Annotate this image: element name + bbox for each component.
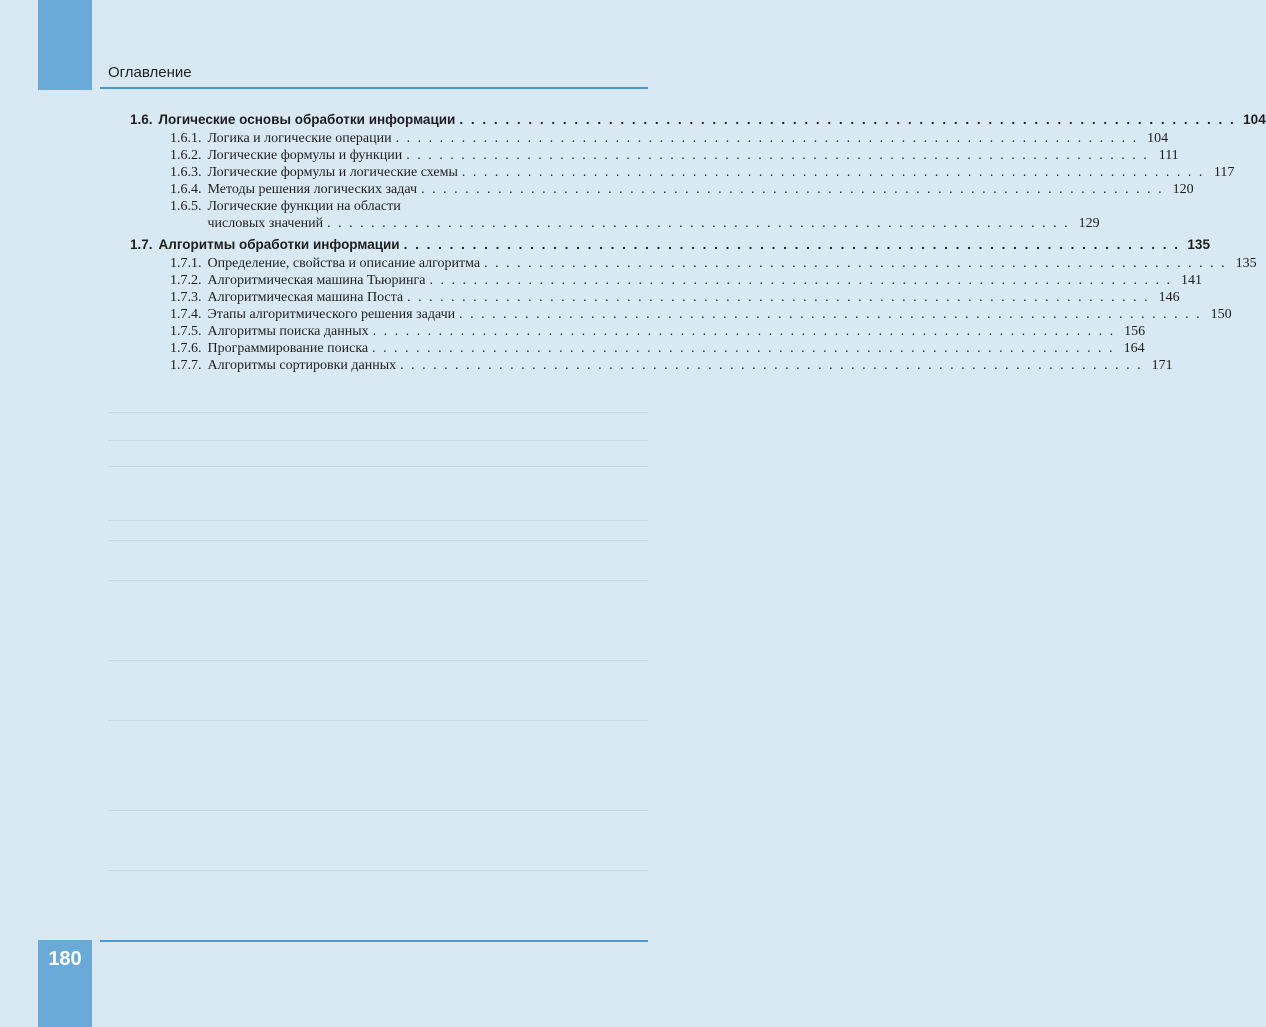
toc-number: 1.7.7. — [170, 358, 202, 373]
toc-title: Логические основы обработки информации — [158, 112, 456, 127]
header-divider — [100, 87, 648, 89]
toc-title: Логика и логические операции — [207, 131, 392, 146]
toc-number: 1.6. — [130, 112, 153, 127]
toc-page: 104 — [1243, 112, 1266, 127]
toc-title: Методы решения логических задач — [207, 182, 418, 197]
toc-title: Алгоритмическая машина Тьюринга — [207, 273, 426, 288]
toc-section-1-6[interactable] — [130, 111, 1266, 128]
dot-leader — [407, 289, 1150, 306]
toc-item-1-7-6[interactable] — [130, 340, 1145, 357]
toc-title: Определение, свойства и описание алгоритма — [207, 256, 481, 271]
bleed-through-line — [108, 580, 648, 581]
bleed-through-line — [108, 810, 648, 811]
toc-item-1-7-1[interactable] — [130, 255, 1257, 272]
toc-page: 150 — [1210, 307, 1232, 322]
bleed-through-line — [108, 466, 648, 467]
dot-leader — [372, 340, 1115, 357]
page-header-title: Оглавление — [108, 64, 192, 81]
toc-number: 1.6.2. — [170, 148, 202, 163]
bleed-through-line — [108, 720, 648, 721]
toc-number: 1.7.3. — [170, 290, 202, 305]
toc-page: 156 — [1124, 324, 1146, 339]
dot-leader — [459, 306, 1202, 323]
footer-divider — [100, 940, 648, 942]
toc-number: 1.7.5. — [170, 324, 202, 339]
bleed-through-line — [108, 660, 648, 661]
toc-item-1-7-2[interactable] — [130, 272, 1202, 289]
toc-number: 1.7.2. — [170, 273, 202, 288]
toc-title: Логические формулы и логические схемы — [207, 165, 458, 180]
toc-number: 1.7.4. — [170, 307, 202, 322]
bleed-through-line — [108, 412, 648, 413]
toc-item-1-6-1[interactable] — [130, 130, 1169, 147]
dot-leader — [400, 357, 1143, 374]
toc-page: 171 — [1151, 358, 1173, 373]
dot-leader — [373, 323, 1116, 340]
toc-item-1-6-5[interactable] — [130, 198, 1100, 232]
toc-item-1-7-5[interactable] — [130, 323, 1146, 340]
toc-title-line1: Логические функции на области — [207, 199, 401, 214]
toc-title: Этапы алгоритмического решения задачи — [207, 307, 456, 322]
toc-item-1-7-7[interactable] — [130, 357, 1173, 374]
toc-page: 104 — [1147, 131, 1169, 146]
toc-title: Алгоритмы сортировки данных — [207, 358, 397, 373]
page-number: 180 — [48, 948, 82, 970]
toc-page: 141 — [1180, 273, 1202, 288]
toc-page: 111 — [1158, 148, 1179, 163]
toc-title: Алгоритмы поиска данных — [207, 324, 369, 339]
toc-number: 1.6.4. — [170, 182, 202, 197]
toc-page: 120 — [1172, 182, 1194, 197]
toc-title: Алгоритмическая машина Поста — [207, 290, 404, 305]
toc-number: 1.6.1. — [170, 131, 202, 146]
toc-item-1-6-2[interactable] — [130, 147, 1179, 164]
toc-page: 117 — [1213, 165, 1235, 180]
toc-page: 129 — [1078, 216, 1100, 231]
toc-number: 1.7.6. — [170, 341, 202, 356]
toc-page: 135 — [1235, 256, 1257, 271]
toc-title-line2: числовых значений — [207, 216, 324, 231]
top-color-strip — [38, 0, 92, 90]
bleed-through-line — [108, 440, 648, 441]
dot-leader — [327, 215, 1070, 232]
toc-item-1-6-3[interactable] — [130, 164, 1235, 181]
toc-number: 1.7. — [130, 237, 153, 252]
dot-leader — [396, 130, 1139, 147]
toc-number: 1.7.1. — [170, 256, 202, 271]
bleed-through-line — [108, 870, 648, 871]
toc-section-1-7[interactable] — [130, 236, 1210, 253]
toc-page: 164 — [1123, 341, 1145, 356]
toc-item-1-7-4[interactable] — [130, 306, 1232, 323]
toc-number: 1.6.3. — [170, 165, 202, 180]
toc-title: Логические формулы и функции — [207, 148, 403, 163]
bleed-through-line — [108, 520, 648, 521]
dot-leader — [429, 272, 1172, 289]
dot-leader — [484, 255, 1227, 272]
toc-page: 146 — [1158, 290, 1180, 305]
bleed-through-line — [108, 540, 648, 541]
toc-item-1-7-3[interactable] — [130, 289, 1180, 306]
dot-leader — [459, 111, 1235, 128]
toc-item-1-6-4[interactable] — [130, 181, 1194, 198]
toc-title: Алгоритмы обработки информации — [158, 237, 400, 252]
toc-page: 135 — [1187, 237, 1210, 252]
dot-leader — [421, 181, 1164, 198]
dot-leader — [462, 164, 1205, 181]
dot-leader — [406, 147, 1149, 164]
toc-title: Программирование поиска — [207, 341, 369, 356]
dot-leader — [404, 236, 1180, 253]
toc-number: 1.6.5. — [170, 199, 202, 214]
table-of-contents — [130, 111, 1266, 374]
